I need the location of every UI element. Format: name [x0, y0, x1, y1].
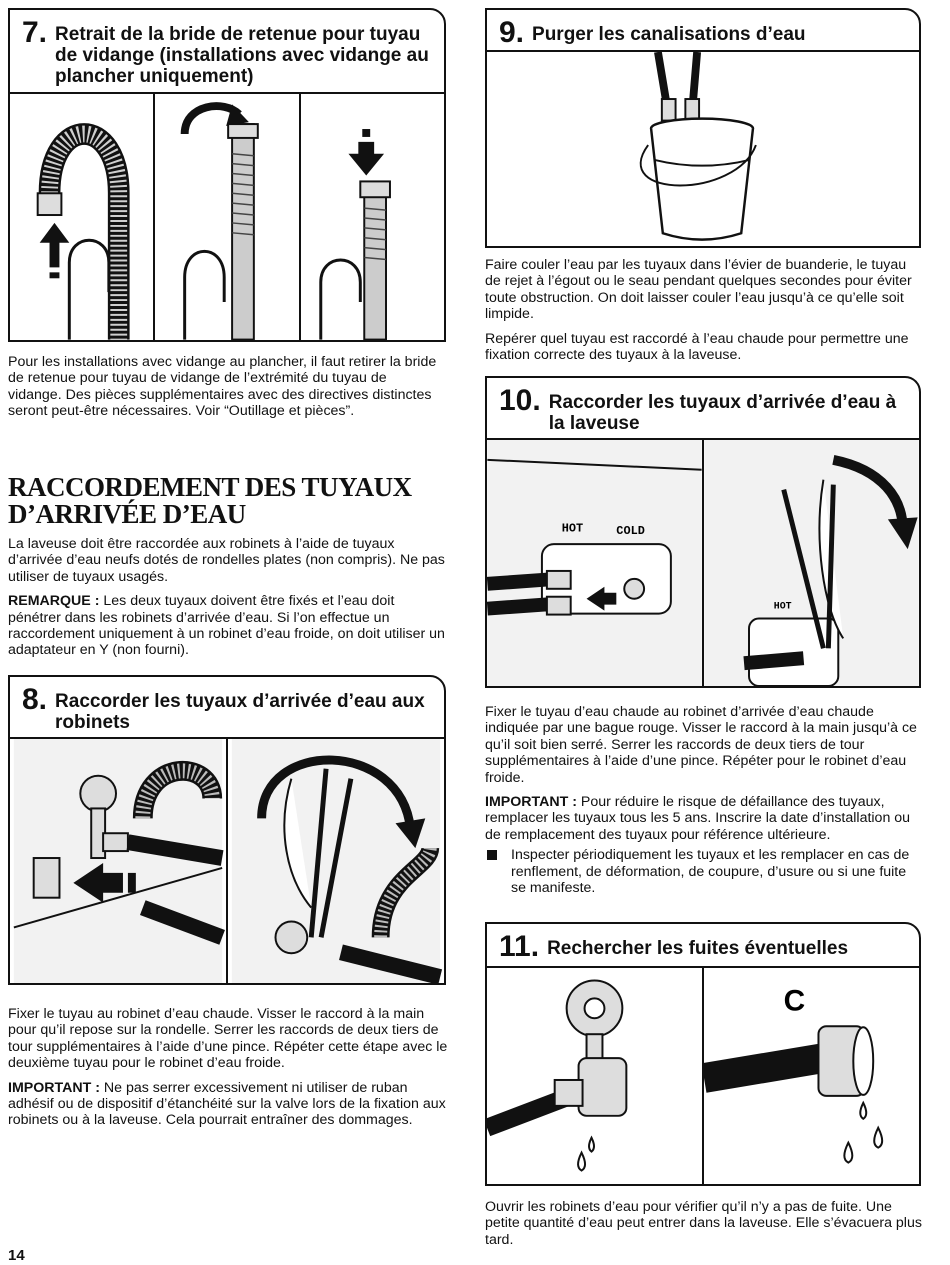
section-title	[8, 474, 448, 528]
section-intro	[8, 536, 448, 667]
note-text: Les deux tuyaux doivent être fixés et l’eau doit pénétrer dans les robinets d’arrivée d’eau. Si l’on effectue un raccordement uniquement à un robinet d’eau froide, on doit utiliser un adaptateur en Y (non fourni).	[8, 593, 445, 659]
step-number: 8.	[22, 683, 48, 716]
step-10-body: Fixer le tuyau d’eau chaude au robinet d’arrivée d’eau chaude indiquée par une bague rouge. Visser le raccord à la main jusqu’à ce qu’il soit bien serré. Serrer les raccords de deux tiers de tour supplémentaires à l’aide d’une pince. Répéter pour le robinet d’eau froide.	[485, 704, 917, 786]
step-number: 11.	[499, 930, 540, 963]
step-8-illustrations	[8, 737, 446, 985]
step-9-para-2: Repérer quel tuyau est raccordé à l’eau chaude pour permettre une fixation correcte des tuyaux à la laveuse.	[485, 330, 909, 364]
step-9-box	[485, 8, 921, 248]
section-para-1: La laveuse doit être raccordée aux robinets à l’aide de tuyaux d’arrivée d’eau neufs dotés de rondelles plates (non compris). Ne pas utiliser de tuyaux usagés.	[8, 536, 445, 585]
step-9-para-1: Faire couler l’eau par les tuyaux dans l’évier de buanderie, le tuyau de rejet à l’égout ou le seau pendant quelques secondes pour éviter toute obstruction. On doit laisser couler l’eau jusqu’à ce qu’elle soit limpide.	[485, 257, 912, 323]
hot-label: HOT	[561, 521, 584, 536]
step-9-text	[485, 257, 925, 371]
step-10-important	[485, 794, 925, 843]
section-note	[8, 593, 448, 659]
step-title: Raccorder les tuyaux d’arrivée d’eau aux robinets	[55, 691, 425, 733]
step-7-text	[8, 354, 438, 428]
bullet-square-icon	[487, 850, 497, 860]
step-title: Rechercher les fuites éventuelles	[547, 938, 849, 959]
step-11-header	[487, 924, 919, 970]
step-11-illustrations	[485, 966, 921, 1186]
step-10-header	[487, 378, 919, 442]
step-11-body: Ouvrir les robinets d’eau pour vérifier qu’il n’y a pas de fuite. Une petite quantité d’eau peut entrer dans la laveuse. Elle s’évacuera plus tard.	[485, 1199, 922, 1248]
step-7-body: Pour les installations avec vidange au plancher, il faut retirer la bride de retenue pour tuyau de vidange de l’extrémité du tuyau de vidange. Des pièces supplémentaires avec des directives distinctes seront peut-être nécessaires. Voir “Outillage et pièces”.	[8, 354, 437, 420]
step-10-illustrations	[485, 438, 921, 688]
step-8-important	[8, 1080, 448, 1129]
washer-inlet-illustration-1	[487, 440, 704, 686]
note-label: REMARQUE :	[8, 593, 100, 610]
step-9-illustrations	[485, 50, 921, 248]
step-8-text	[8, 1006, 448, 1137]
bucket-illustration	[487, 52, 919, 246]
drain-hose-illustration-3	[301, 94, 444, 340]
faucet-illustration-1	[10, 739, 228, 983]
step-10-text	[485, 704, 925, 896]
drain-hose-illustration-1	[10, 94, 155, 340]
step-7-header	[10, 10, 444, 95]
leak-check-illustration-1	[487, 968, 704, 1184]
step-8-box	[8, 675, 446, 985]
step-number: 7.	[22, 16, 48, 49]
step-10-bullet	[485, 847, 925, 896]
step-7-illustrations	[8, 92, 446, 342]
step-7-box	[8, 8, 446, 342]
step-8-body: Fixer le tuyau au robinet d’eau chaude. Visser le raccord à la main pour qu’il repose sur la rondelle. Serrer les raccords de deux tiers de tour supplémentaires à l’aide d’une pince. Répéter cette étape avec le deuxième tuyau pour le robinet d’eau froide.	[8, 1006, 448, 1072]
section-title-line-2: D’ARRIVÉE D’EAU	[8, 499, 246, 529]
step-title: Retrait de la bride de retenue pour tuyau de vidange (installations avec vidange au plancher uniquement)	[55, 24, 429, 87]
bullet-text: Inspecter périodiquement les tuyaux et les remplacer en cas de renflement, de déformation, de coupure, d’usure ou si une fuite se manifeste.	[511, 847, 910, 897]
cold-label: COLD	[616, 524, 645, 539]
step-11-box	[485, 922, 921, 1186]
step-number: 10.	[499, 384, 541, 417]
faucet-illustration-2	[228, 739, 444, 983]
step-10-box	[485, 376, 921, 688]
step-number: 9.	[499, 16, 525, 49]
step-title: Purger les canalisations d’eau	[532, 24, 806, 45]
important-label: IMPORTANT :	[8, 1079, 100, 1096]
step-8-header	[10, 677, 444, 741]
washer-inlet-illustration-2	[704, 440, 919, 686]
section-title-line-1: RACCORDEMENT DES TUYAUX	[8, 472, 412, 502]
hot-label-2: HOT	[773, 600, 792, 612]
step-title: Raccorder les tuyaux d’arrivée d’eau à la laveuse	[548, 392, 897, 434]
step-11-text	[485, 1199, 925, 1256]
page-number: 14	[8, 1247, 25, 1264]
drain-hose-illustration-2	[155, 94, 300, 340]
leak-check-illustration-2	[704, 968, 919, 1184]
important-text: Ne pas serrer excessivement ni utiliser de ruban adhésif ou de dispositif d’étanchéité sur la valve lors de la fixation aux robinets ou à la laveuse. Cela pourrait entraîner des dommages.	[8, 1079, 446, 1129]
important-label: IMPORTANT :	[485, 794, 577, 811]
important-text: Pour réduire le risque de défaillance des tuyaux, remplacer les tuyaux tous les 5 ans. Inscrire la date d’installation ou de remplacement des tuyaux pour référence ultérieure.	[485, 794, 911, 843]
cold-c-label: C	[783, 984, 806, 1018]
